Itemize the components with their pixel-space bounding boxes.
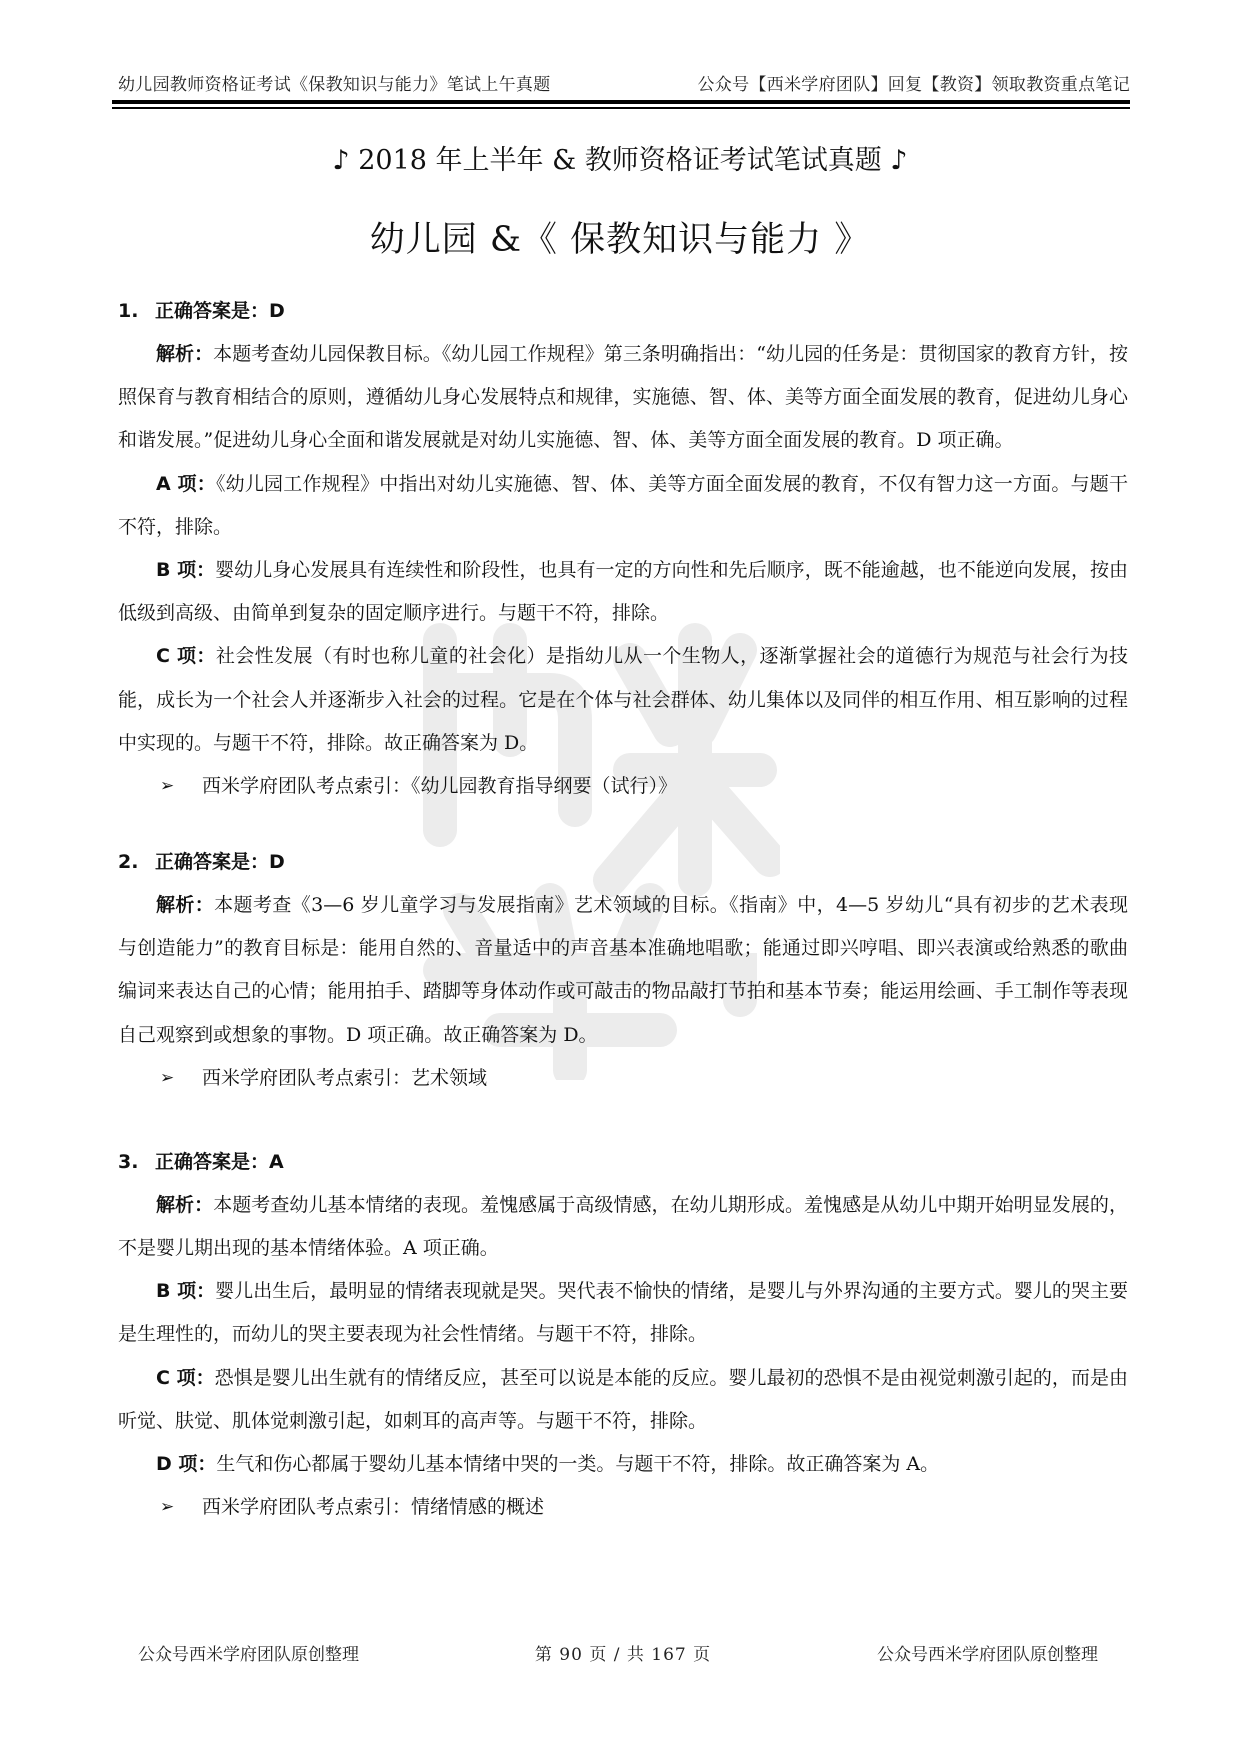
option-a-paragraph — [118, 463, 1128, 549]
arrow-bullet-icon: ➢ — [160, 1497, 175, 1518]
option-text: 婴幼儿身心发展具有连续性和阶段性，也具有一定的方向性和先后顺序，既不能逾越，也不能逆向发展，按由低级到高级、由简单到复杂的固定顺序进行。与题干不符，排除。 — [118, 559, 1128, 625]
option-c-paragraph — [118, 1357, 1128, 1443]
option-text: 社会性发展（有时也称儿童的社会化）是指幼儿从一个生物人，逐渐掌握社会的道德行为规范与社会行为技能，成长为一个社会人并逐渐步入社会的过程。它是在个体与社会群体、幼儿集体以及同伴的相互作用、相互影响的过程中实现的。与题干不符，排除。故正确答案为 D。 — [118, 645, 1128, 754]
correct-answer: 正确答案是：D — [155, 851, 285, 874]
analysis-paragraph — [118, 884, 1128, 1057]
analysis-text: 本题考查幼儿园保教目标。《幼儿园工作规程》第三条明确指出：“幼儿园的任务是：贯彻国家的教育方针，按照保育与教育相结合的原则，遵循幼儿身心发展特点和规律，实施德、智、体、美等方面全面发展的教育，促进幼儿身心和谐发展。”促进幼儿身心全面和谐发展就是对幼儿实施德、智、体、美等方面全面发展的教育。D 项正确。 — [118, 343, 1128, 452]
analysis-text: 本题考查《3—6 岁儿童学习与发展指南》艺术领域的目标。《指南》中，4—5 岁幼儿“具有初步的艺术表现与创造能力”的教育目标是：能用自然的、音量适中的声音基本准确地唱歌；能通过即兴哼唱、即兴表演或给熟悉的歌曲编词来表达自己的心情；能用拍手、踏脚等身体动作或可敲击的物品敲打节拍和基本节奏；能运用绘画、手工制作等表现自己观察到或想象的事物。D 项正确。故正确答案为 D。 — [118, 894, 1128, 1046]
option-c-paragraph — [118, 635, 1128, 765]
knowledge-index — [118, 765, 1128, 811]
analysis-label: 解析： — [156, 1193, 214, 1216]
index-text: 西米学府团队考点索引：艺术领域 — [202, 1066, 488, 1089]
option-label: D 项： — [156, 1453, 217, 1476]
header-left-text: 幼儿园教师资格证考试《保教知识与能力》笔试上午真题 — [118, 75, 551, 95]
analysis-text: 本题考查幼儿基本情绪的表现。羞愧感属于高级情感，在幼儿期形成。羞愧感是从幼儿中期开始明显发展的，不是婴儿期出现的基本情绪体验。A 项正确。 — [118, 1193, 1128, 1260]
correct-answer: 正确答案是：D — [155, 300, 285, 322]
option-text: 《幼儿园工作规程》中指出对幼儿实施德、智、体、美等方面全面发展的教育，不仅有智力这一方面。与题干不符，排除。 — [118, 472, 1128, 538]
answer-heading — [118, 290, 1128, 333]
page-number: 第 90 页 / 共 167 页 — [534, 1645, 712, 1665]
analysis-paragraph — [118, 333, 1128, 463]
exam-title: ♪ 2018 年上半年 & 教师资格证考试笔试真题 ♪ — [332, 145, 908, 176]
arrow-bullet-icon: ➢ — [160, 1067, 175, 1088]
knowledge-index — [118, 1057, 1128, 1103]
option-label: C 项： — [156, 1366, 215, 1389]
option-label: C 项： — [156, 645, 216, 668]
option-label: B 项： — [156, 559, 216, 582]
arrow-bullet-icon: ➢ — [160, 776, 175, 797]
option-label: B 项： — [156, 1280, 216, 1303]
option-b-paragraph — [118, 549, 1128, 635]
option-text: 恐惧是婴儿出生就有的情绪反应，甚至可以说是本能的反应。婴儿最初的恐惧不是由视觉刺激引起的，而是由听觉、肤觉、肌体觉刺激引起，如刺耳的高声等。与题干不符，排除。 — [118, 1366, 1128, 1432]
correct-answer: 正确答案是：A — [155, 1150, 284, 1173]
header-rule-thick — [112, 100, 1130, 104]
option-text: 婴儿出生后，最明显的情绪表现就是哭。哭代表不愉快的情绪，是婴儿与外界沟通的主要方式。婴儿的哭主要是生理性的，而幼儿的哭主要表现为社会性情绪。与题干不符，排除。 — [118, 1280, 1128, 1346]
header-right-text: 公众号【西米学府团队】回复【教资】领取教资重点笔记 — [697, 75, 1130, 95]
answer-content — [118, 290, 1128, 1532]
option-label: A 项： — [156, 472, 216, 495]
index-text: 西米学府团队考点索引：情绪情感的概述 — [202, 1496, 545, 1519]
knowledge-index — [118, 1486, 1128, 1532]
footer-left-text: 公众号西米学府团队原创整理 — [138, 1645, 359, 1665]
question-1 — [118, 290, 1128, 811]
index-text: 西米学府团队考点索引：《幼儿园教育指导纲要（试行）》 — [202, 775, 678, 798]
question-number: 3. — [118, 1150, 139, 1173]
question-3 — [118, 1141, 1128, 1532]
question-2 — [118, 841, 1128, 1103]
analysis-label: 解析： — [156, 894, 215, 917]
answer-heading — [118, 1141, 1128, 1184]
header-rule-thin — [112, 107, 1130, 109]
question-number: 1. — [118, 300, 139, 322]
question-number: 2. — [118, 851, 139, 874]
subject-title: 幼儿园 &《 保教知识与能力 》 — [369, 220, 871, 260]
option-text: 生气和伤心都属于婴幼儿基本情绪中哭的一类。与题干不符，排除。故正确答案为 A。 — [216, 1453, 940, 1476]
footer-right-text: 公众号西米学府团队原创整理 — [877, 1645, 1098, 1665]
running-header — [118, 70, 1130, 96]
answer-heading — [118, 841, 1128, 884]
option-d-paragraph — [118, 1443, 1128, 1486]
analysis-paragraph — [118, 1184, 1128, 1270]
option-b-paragraph — [118, 1270, 1128, 1356]
analysis-label: 解析： — [156, 343, 214, 365]
